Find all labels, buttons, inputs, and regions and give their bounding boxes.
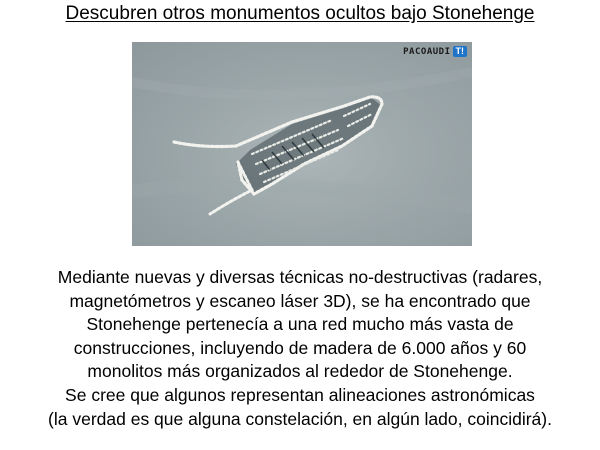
body-line: Mediante nuevas y diversas técnicas no-destructivas (radares, bbox=[57, 267, 543, 287]
body-line: monolitos más organizados al rededor de Stonehenge. bbox=[87, 361, 513, 382]
watermark-text: PACOAUDI bbox=[403, 46, 451, 57]
monument-aerial-photo bbox=[132, 42, 472, 246]
article-body bbox=[0, 266, 600, 431]
body-line: (la verdad es que alguna constelación, en algún lado, coincidirá). bbox=[48, 408, 552, 429]
body-line: construcciones, incluyendo de madera de 6.000 años y 60 bbox=[73, 337, 527, 358]
watermark-logo bbox=[403, 46, 467, 57]
watermark-badge: T! bbox=[453, 46, 468, 57]
body-line: Stonehenge pertenecía a una red mucho más vasta de bbox=[86, 314, 514, 335]
body-line: Se cree que algunos representan alineaciones astronómicas bbox=[65, 384, 535, 405]
monument-outline-graphic bbox=[132, 42, 472, 246]
body-line: magnetómetros y escaneo láser 3D), se ha encontrado que bbox=[69, 290, 531, 311]
headline: Descubren otros monumentos ocultos bajo Stonehenge bbox=[65, 3, 535, 24]
